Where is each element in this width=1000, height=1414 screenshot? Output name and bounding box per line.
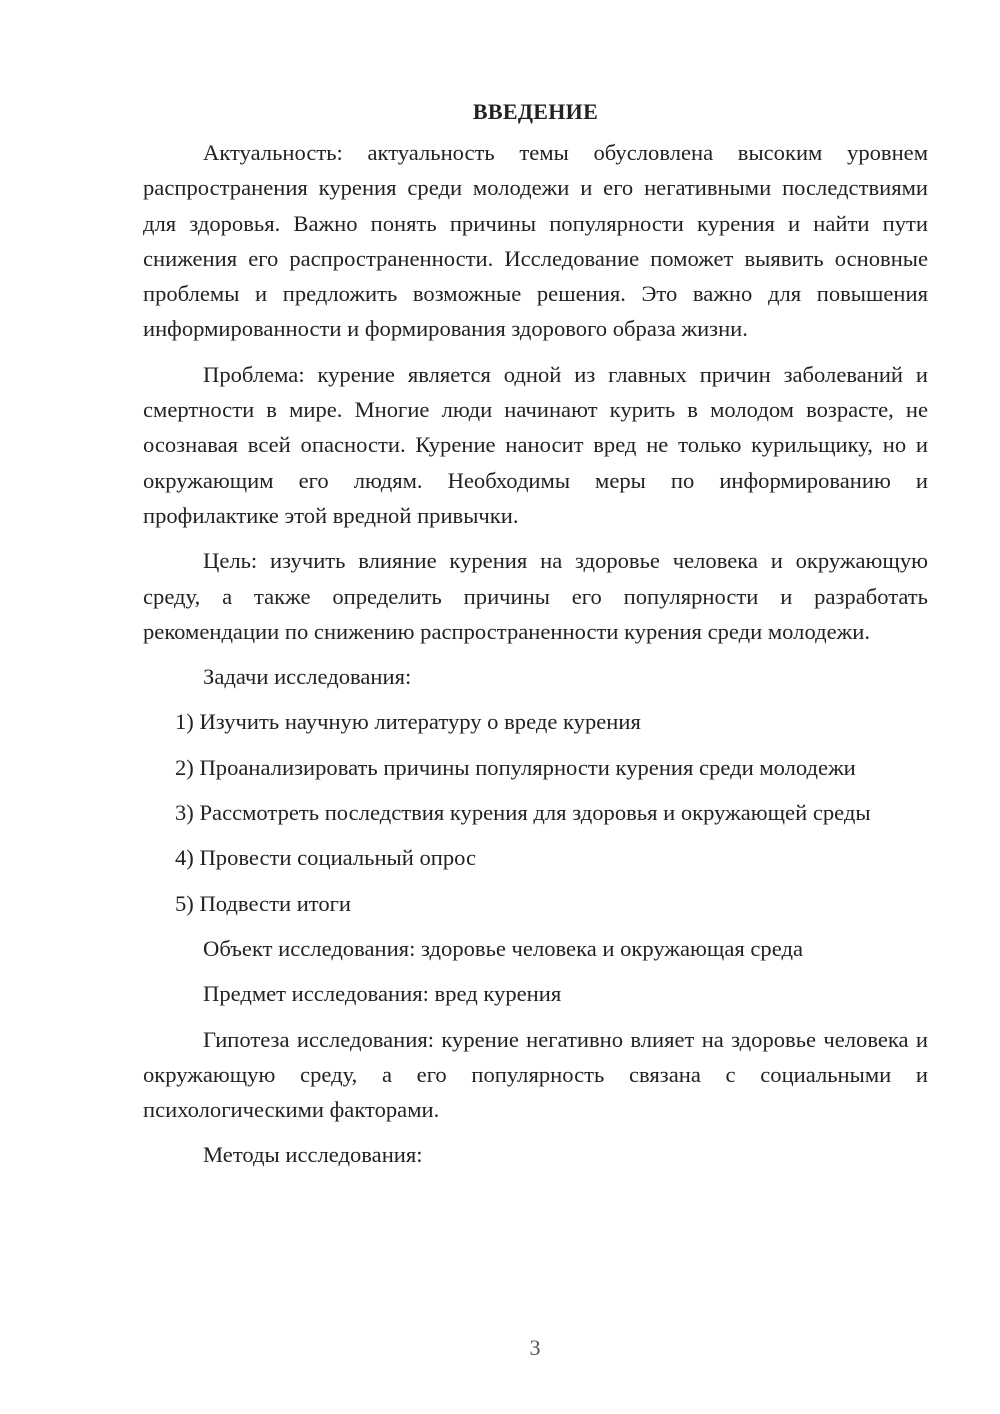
hypothesis-paragraph: Гипотеза исследования: курение негативно влияет на здоровье человека и окружающую среду, а его популярность связана с социальными и психологическими факторами. <box>143 1026 928 1123</box>
document-body <box>143 94 928 1183</box>
task-item: 3) Рассмотреть последствия курения для здоровья и окружающей среды <box>175 800 871 826</box>
task-item: 5) Подвести итоги <box>175 890 352 916</box>
task-item: 2) Проанализировать причины популярности курения среди молодежи <box>175 754 856 780</box>
research-subject: Предмет исследования: вред курения <box>203 981 562 1007</box>
task-item: 4) Провести социальный опрос <box>175 845 477 871</box>
relevance-paragraph: Актуальность: актуальность темы обусловлена высоким уровнем распространения курения среди молодежи и его негативными последствиями для здоровья. Важно понять причины популярности курения и найти пути снижения его распространенности. Исследование поможет выявить основные проблемы и предложить возможные решения. Это важно для повышения информированности и формирования здорового образа жизни. <box>143 140 928 342</box>
page-number: 3 <box>529 1335 541 1360</box>
problem-paragraph: Проблема: курение является одной из главных причин заболеваний и смертности в мире. Многие люди начинают курить в молодом возрасте, не осознавая всей опасности. Курение наносит вред не только курильщику, но и окружающим его людям. Необходимы меры по информированию и профилактике этой вредной привычки. <box>143 361 928 528</box>
goal-paragraph: Цель: изучить влияние курения на здоровье человека и окружающую среду, а также определить причины его популярности и разработать рекомендации по снижению распространенности курения среди молодежи. <box>143 548 928 644</box>
methods-heading: Методы исследования: <box>203 1142 423 1168</box>
section-heading: ВВЕДЕНИЕ <box>472 99 599 124</box>
tasks-heading: Задачи исследования: <box>203 664 412 690</box>
research-object: Объект исследования: здоровье человека и окружающая среда <box>203 935 803 961</box>
task-item: 1) Изучить научную литературу о вреде курения <box>175 709 641 735</box>
